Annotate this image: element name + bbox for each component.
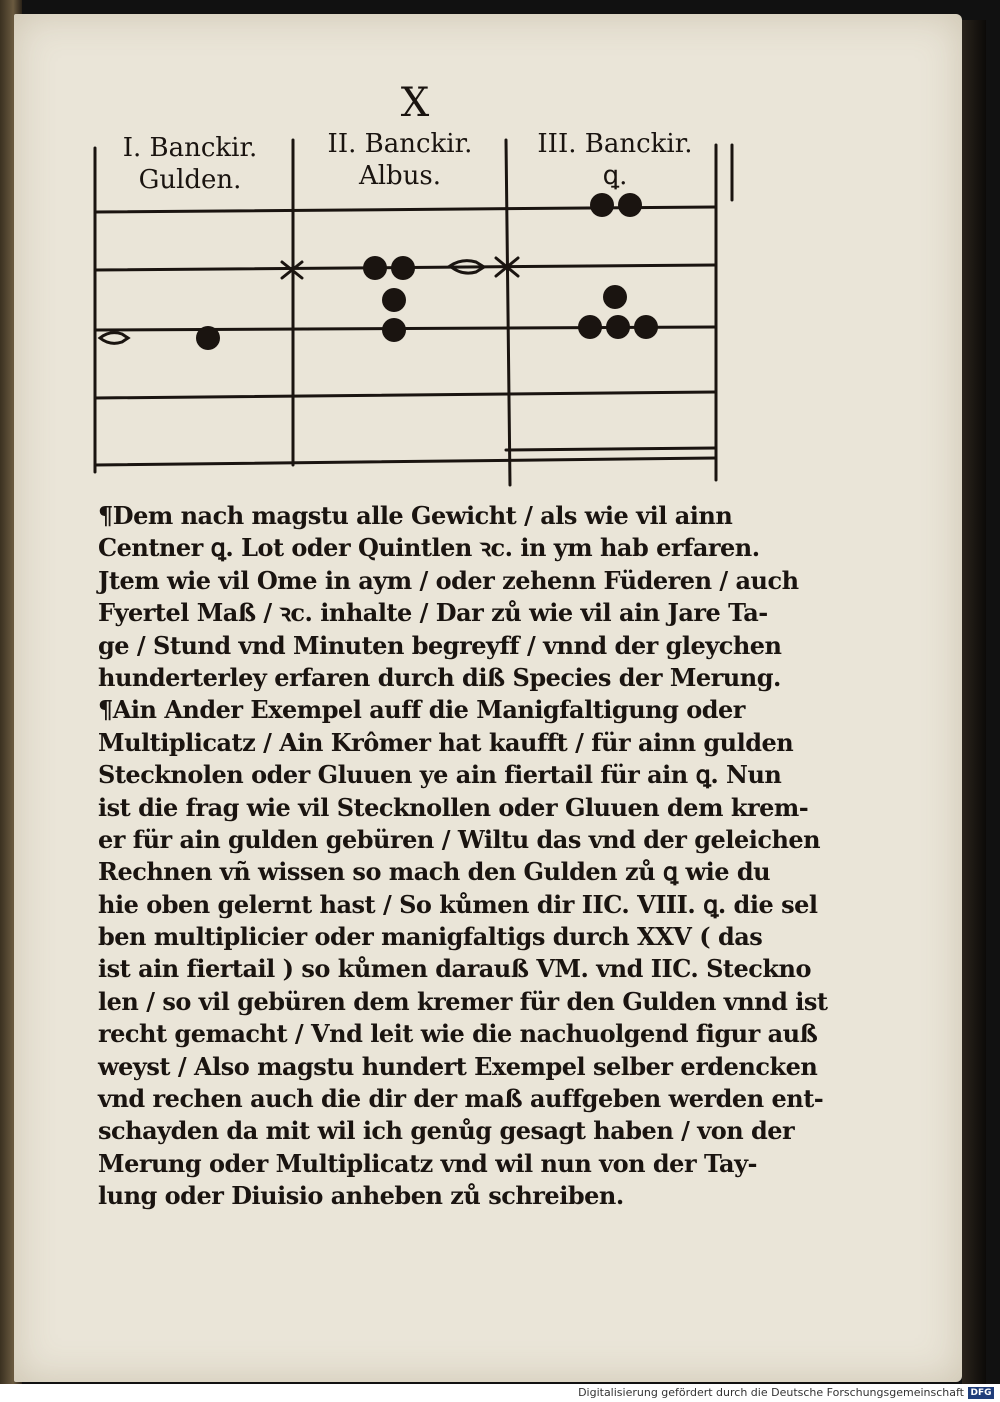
text-line: Rechnen vñ wissen so mach den Gulden zů ꝗ wie du — [98, 857, 771, 887]
text-line: Centner ꝗ. Lot oder Quintlen ꝛc. in ym hab erfaren. — [98, 533, 760, 563]
text-line: er für ain gulden gebüren / Wiltu das vnd der geleichen — [98, 824, 821, 854]
board-line — [95, 458, 716, 465]
text-line: recht gemacht / Vnd leit wie die nachuolgend figur auß — [98, 1019, 818, 1049]
text-line: schayden da mit wil ich genůg gesagt haben / von der — [98, 1116, 795, 1146]
counter-bead — [578, 315, 602, 339]
text-line: Fyertel Maß / ꝛc. inhalte / Dar zů wie vil ain Jare Ta- — [98, 598, 768, 628]
body-text — [98, 500, 828, 1213]
text-line: ben multiplicier oder manigfaltigs durch XXV ( das — [98, 922, 763, 952]
column-heading: III. Banckir. — [537, 129, 693, 159]
text-line: hunderterley erfaren durch diß Species der Merung. — [98, 662, 781, 692]
counter-bead — [606, 315, 630, 339]
text-line: ge / Stund vnd Minuten begreyff / vnnd der gleychen — [98, 630, 782, 660]
text-line: len / so vil gebüren dem kremer für den Gulden vnnd ist — [98, 986, 828, 1016]
counter-bead — [634, 315, 658, 339]
board-line — [506, 448, 716, 450]
column-heading: I. Banckir. — [122, 133, 258, 163]
text-line: Jtem wie vil Ome in aym / oder zehenn Füderen / auch — [98, 565, 799, 595]
text-line: hie oben gelernt hast / So kůmen dir IIC. VIII. ꝗ. die sel — [98, 889, 818, 919]
text-line: lung oder Diuisio anheben zů schreiben. — [98, 1181, 624, 1211]
counter-bead — [363, 256, 387, 280]
text-line: ist ain fiertail ) so kůmen darauß VM. vnd IIC. Steckno — [98, 954, 811, 984]
counter-bead — [391, 256, 415, 280]
counter-bead — [590, 193, 614, 217]
pointing-hand-icon — [100, 333, 128, 344]
counting-board — [0, 0, 1000, 500]
counter-bead — [382, 318, 406, 342]
text-line: Multiplicatz / Ain Krômer hat kaufft / für ainn gulden — [98, 727, 794, 757]
footer-credit: Digitalisierung gefördert durch die Deutsche Forschungsgemeinschaft — [578, 1386, 964, 1399]
column-unit: Gulden. — [138, 165, 242, 195]
folio-number: X — [400, 80, 430, 126]
footer-bar — [0, 1384, 1000, 1402]
column-unit: ꝗ. — [602, 161, 628, 191]
column-heading: II. Banckir. — [327, 129, 473, 159]
text-line: ¶Dem nach magstu alle Gewicht / als wie vil ainn — [98, 501, 733, 530]
text-line: ist die frag wie vil Stecknollen oder Gluuen dem krem- — [98, 792, 809, 822]
counter-bead — [618, 193, 642, 217]
counter-bead — [196, 326, 220, 350]
text-line: weyst / Also magstu hundert Exempel selber erdencken — [98, 1051, 818, 1081]
counter-bead — [603, 285, 627, 309]
column-rule — [506, 140, 510, 485]
text-line: Merung oder Multiplicatz vnd wil nun von der Tay- — [98, 1148, 757, 1178]
counter-bead — [382, 288, 406, 312]
column-unit: Albus. — [358, 161, 442, 191]
text-line: vnd rechen auch die dir der maß auffgeben werden ent- — [98, 1084, 824, 1114]
text-line: Stecknolen oder Gluuen ye ain fiertail für ain ꝗ. Nun — [98, 760, 782, 790]
text-line: ¶Ain Ander Exempel auff die Manigfaltigung oder — [98, 695, 745, 725]
board-line — [95, 392, 716, 398]
dfg-logo-icon: DFG — [968, 1387, 994, 1399]
